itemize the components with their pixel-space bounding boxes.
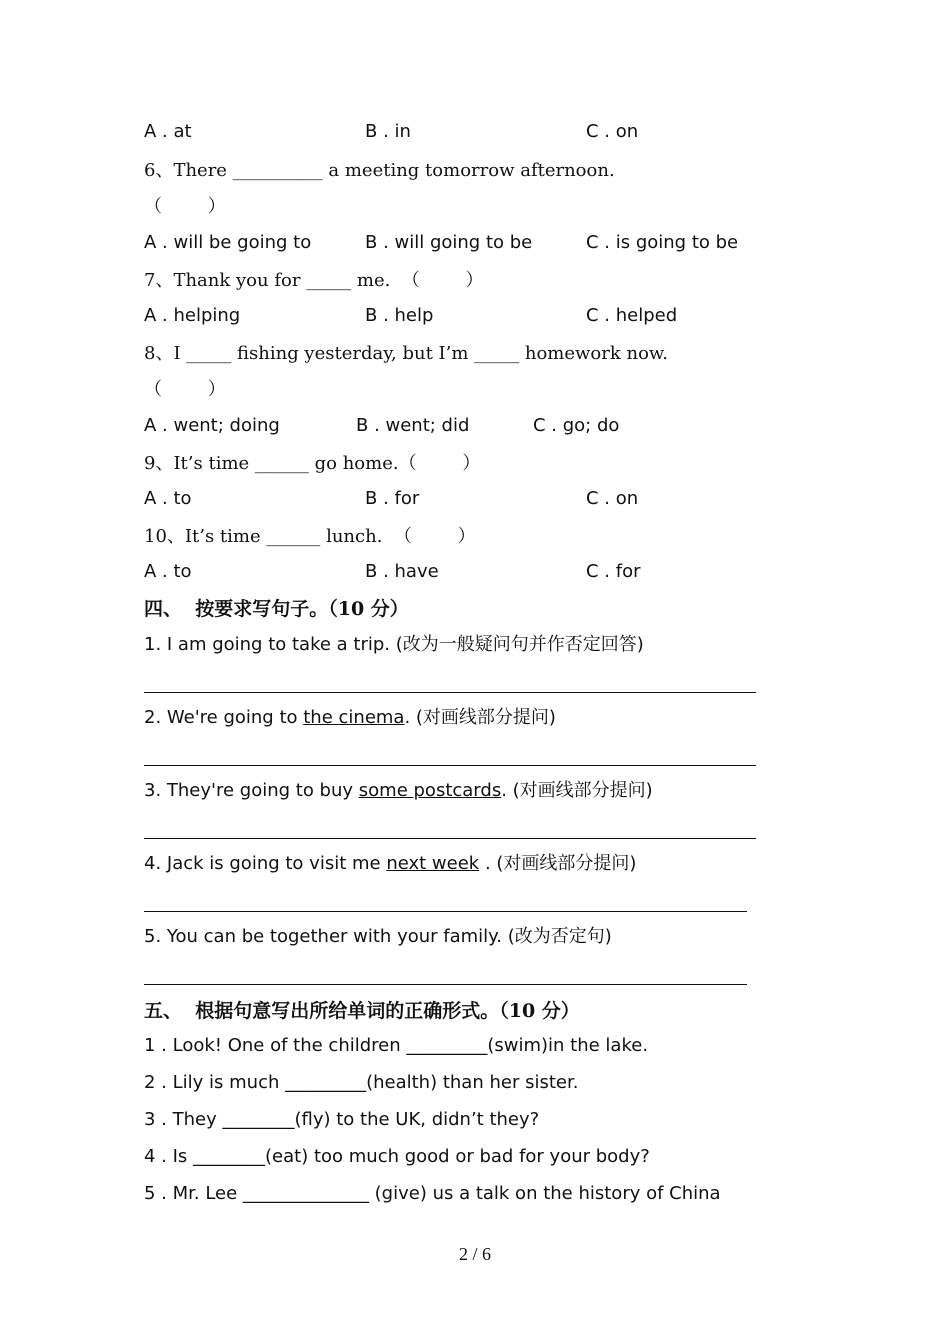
- q8-option-c: C . go; do: [533, 415, 620, 436]
- s4-item-3: [144, 780, 653, 802]
- q6-question: 6、There __________ a meeting tomorrow afternoon.: [144, 160, 615, 181]
- s4-item-4-underlined: next week: [386, 853, 480, 874]
- q8-question: 8、I _____ fishing yesterday, but I’m _____ homework now.: [144, 343, 668, 364]
- q5-option-a: A . at: [144, 121, 192, 142]
- q5-option-b: B . in: [365, 121, 411, 142]
- s5-item-5: 5 . Mr. Lee ______________ (give) us a talk on the history of China: [144, 1183, 721, 1204]
- q8-answer-paren: （ ）: [144, 379, 226, 400]
- s4-item-4-instruction: . (对画线部分提问): [479, 853, 637, 874]
- q10-option-b: B . have: [365, 561, 439, 582]
- s4-item-2-instruction: . (对画线部分提问): [404, 707, 556, 728]
- section-4-title: 四、 按要求写句子。（10 分）: [144, 598, 409, 620]
- q8-option-a: A . went; doing: [144, 415, 280, 436]
- q6-option-b: B . will going to be: [365, 232, 533, 253]
- s4-answer-line-2: [144, 765, 756, 766]
- s4-item-3-text: 3. They're going to buy: [144, 780, 359, 801]
- s4-item-3-underlined: some postcards: [358, 780, 502, 801]
- s4-item-5: [144, 926, 612, 948]
- q8-option-b: B . went; did: [356, 415, 470, 436]
- section-5-title: 五、 根据句意写出所给单词的正确形式。（10 分）: [144, 1000, 580, 1022]
- s4-item-4-text: 4. Jack is going to visit me: [144, 853, 387, 874]
- s4-item-4: [144, 853, 636, 875]
- q7-option-a: A . helping: [144, 305, 241, 326]
- q10-option-c: C . for: [586, 561, 641, 582]
- q9-option-a: A . to: [144, 488, 192, 509]
- s4-item-2-text: 2. We're going to: [144, 707, 304, 728]
- s4-answer-line-3: [144, 838, 756, 839]
- s5-item-2: 2 . Lily is much _________(health) than her sister.: [144, 1072, 579, 1093]
- s4-answer-line-1: [144, 692, 756, 693]
- q10-question: 10、It’s time ______ lunch. （ ）: [144, 526, 476, 547]
- s5-item-1: 1 . Look! One of the children _________(swim)in the lake.: [144, 1035, 649, 1056]
- s5-item-4: 4 . Is ________(eat) too much good or bad for your body?: [144, 1146, 650, 1167]
- s4-item-5-text: 5. You can be together with your family. (改为否定句): [144, 926, 612, 947]
- q7-question: 7、Thank you for _____ me. （ ）: [144, 270, 484, 291]
- q10-option-a: A . to: [144, 561, 192, 582]
- s5-item-3: 3 . They ________(fly) to the UK, didn’t they?: [144, 1109, 540, 1130]
- s4-answer-line-5: [144, 984, 747, 985]
- page-number: 2 / 6: [458, 1244, 491, 1264]
- s4-item-2: [144, 707, 556, 729]
- s4-item-3-instruction: . (对画线部分提问): [501, 780, 653, 801]
- q7-option-c: C . helped: [586, 305, 678, 326]
- q5-option-c: C . on: [586, 121, 639, 142]
- q6-answer-paren: （ ）: [144, 196, 226, 217]
- q9-option-b: B . for: [365, 488, 420, 509]
- q7-option-b: B . help: [365, 305, 434, 326]
- q9-question: 9、It’s time ______ go home.（ ）: [144, 453, 481, 474]
- s4-item-1: [144, 634, 644, 656]
- s4-answer-line-4: [144, 911, 747, 912]
- q6-option-c: C . is going to be: [586, 232, 739, 253]
- s4-item-2-underlined: the cinema: [303, 707, 405, 728]
- q9-option-c: C . on: [586, 488, 639, 509]
- q6-option-a: A . will be going to: [144, 232, 312, 253]
- s4-item-1-text: 1. I am going to take a trip. (改为一般疑问句并作否定回答): [144, 634, 644, 655]
